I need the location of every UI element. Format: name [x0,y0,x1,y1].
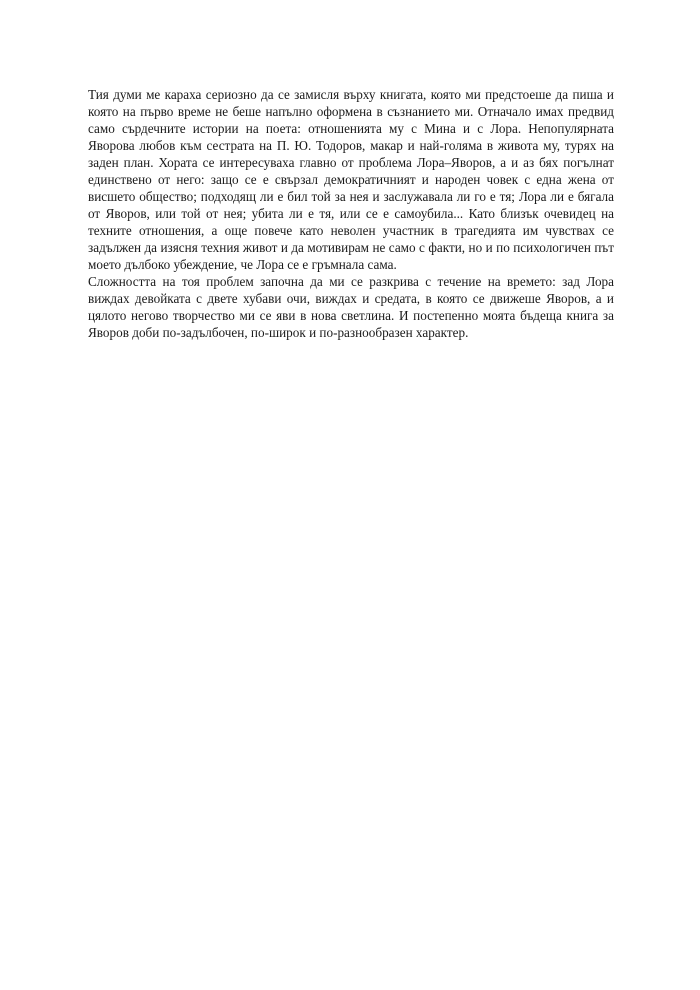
paragraph-2: Сложността на тоя проблем започна да ми се разкрива с течение на времето: зад Лора виждах девойката с двете хубави очи, виждах и средата, в която се движеше Яворов, а и цялото негово творчество ми се яви в нова светлина. И постепенно моята бъдеща книга за Яворов доби по-задълбочен, по-широк и по-разнообразен характер. [88,274,614,340]
paragraph-1: Тия думи ме караха сериозно да се замисля върху книгата, която ми предстоеше да пиша и която на първо време не беше напълно оформена в съзнанието ми. Отначало имах предвид само сърдечните истории на поета: отношенията му с Мина и с Лора. Непопулярната Яворова любов към сестрата на П. Ю. Тодоров, макар и най-голяма в живота му, турях на заден план. Хората се интересуваха главно от проблема Лора–Яворов, а и аз бях погълнат единствено от него: защо се е свързал демократичният и народен човек с една жена от висшето общество; подходящ ли е бил той за нея и заслужавала ли го е тя; Лора ли е бягала от Яворов, или той от нея; убита ли е тя, или се е самоубила... Като близък очевидец на техните отношения, а още повече като неволен участник в трагедията им чувствах се задължен да изясня техния живот и да мотивирам не само с факти, но и по психологичен път моето дълбоко убеждение, че Лора се е гръмнала сама. [88,87,614,272]
body-text [88,86,614,341]
